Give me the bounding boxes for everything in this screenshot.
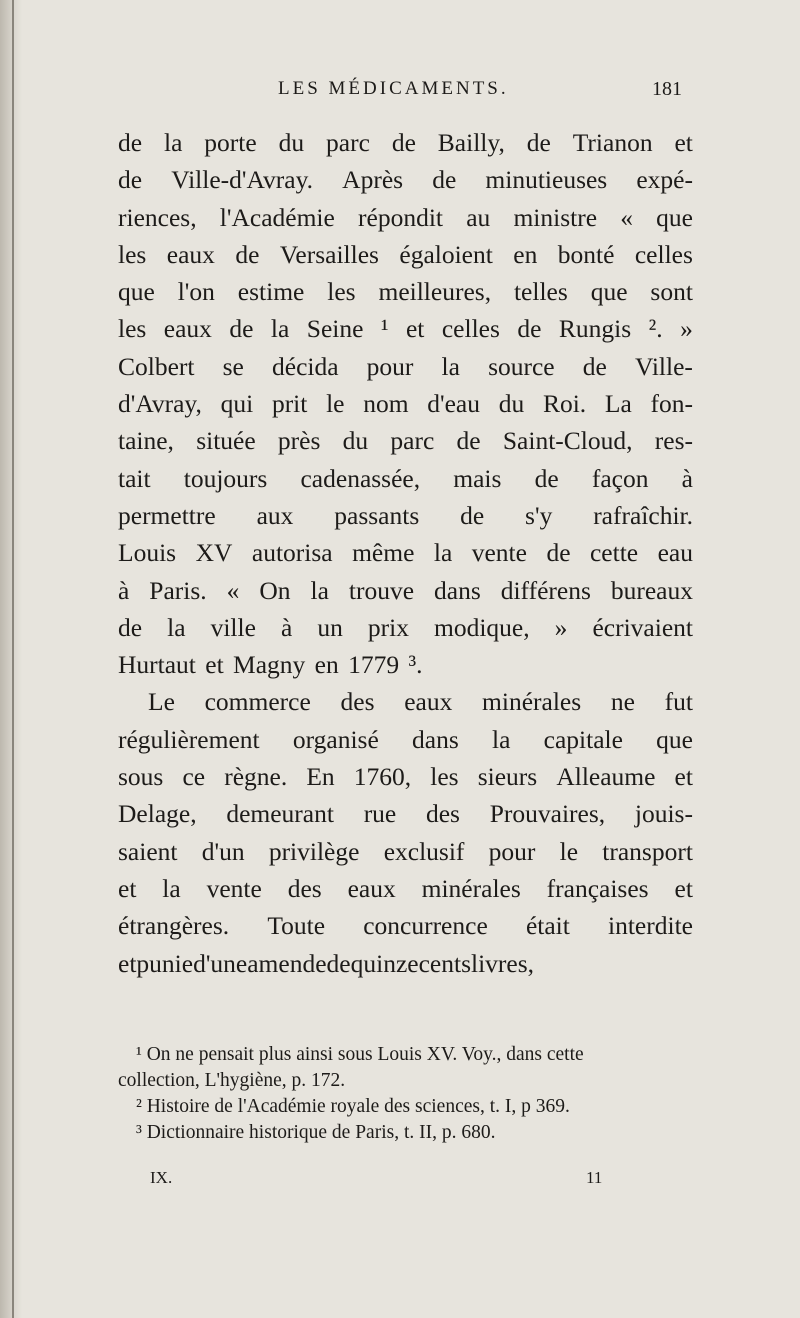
text-line: les eaux de Versailles égaloient en bonté celles [118, 239, 693, 269]
signature-mark: IX. [150, 1168, 173, 1187]
text-line: étrangères. Toute concurrence était interdite [118, 911, 693, 941]
page-gutter [0, 0, 22, 1318]
text-line: permettre aux passants de s'y rafraîchir. [118, 500, 693, 530]
text-line: Colbert se décida pour la source de Ville- [118, 351, 693, 381]
footnote-line: ³ Dictionnaire historique de Paris, t. II, p. 680. [136, 1122, 496, 1143]
footnote-line: ¹ On ne pensait plus ainsi sous Louis XV. Voy., dans cette [136, 1044, 584, 1065]
text-line: Delage, demeurant rue des Prouvaires, jouis- [118, 799, 693, 829]
text-line: Le commerce des eaux minérales ne fut [148, 687, 693, 717]
text-line: sous ce règne. En 1760, les sieurs Alleaume et [118, 762, 693, 792]
text-line: tait toujours cadenassée, mais de façon à [118, 463, 693, 493]
text-line: et punie d'une amende de quinze cents livres, [118, 948, 535, 978]
gathering-number: 11 [586, 1168, 603, 1187]
text-line: les eaux de la Seine ¹ et celles de Rungis ². » [118, 314, 693, 344]
footnote-line: collection, L'hygiène, p. 172. [118, 1070, 346, 1091]
running-title: LES MÉDICAMENTS. [278, 78, 509, 99]
text-line: d'Avray, qui prit le nom d'eau du Roi. La fon- [118, 389, 693, 419]
text-line: de la ville à un prix modique, » écrivaient [118, 612, 693, 642]
text-line: taine, située près du parc de Saint-Cloud, res- [118, 426, 693, 456]
footnotes [118, 1042, 698, 1146]
text-line: de la porte du parc de Bailly, de Trianon et [118, 128, 693, 157]
body-text [118, 124, 693, 982]
text-line: riences, l'Académie répondit au ministre « que [118, 202, 693, 232]
text-line: et la vente des eaux minérales françaises et [118, 873, 693, 903]
binding-edge [12, 0, 14, 1318]
text-line: régulièrement organisé dans la capitale que [118, 724, 693, 754]
footnote-line: ² Histoire de l'Académie royale des sciences, t. I, p 369. [136, 1096, 570, 1117]
text-line: saient d'un privilège exclusif pour le transport [118, 836, 693, 866]
text-line: Hurtaut et Magny en 1779 ³. [118, 650, 423, 680]
text-line: de Ville-d'Avray. Après de minutieuses expé- [118, 165, 693, 195]
text-line: que l'on estime les meilleures, telles que sont [118, 277, 693, 307]
text-line: Louis XV autorisa même la vente de cette eau [118, 538, 693, 568]
page-header [0, 78, 800, 108]
text-line: à Paris. « On la trouve dans différens bureaux [118, 575, 693, 605]
page-number: 181 [652, 78, 682, 100]
